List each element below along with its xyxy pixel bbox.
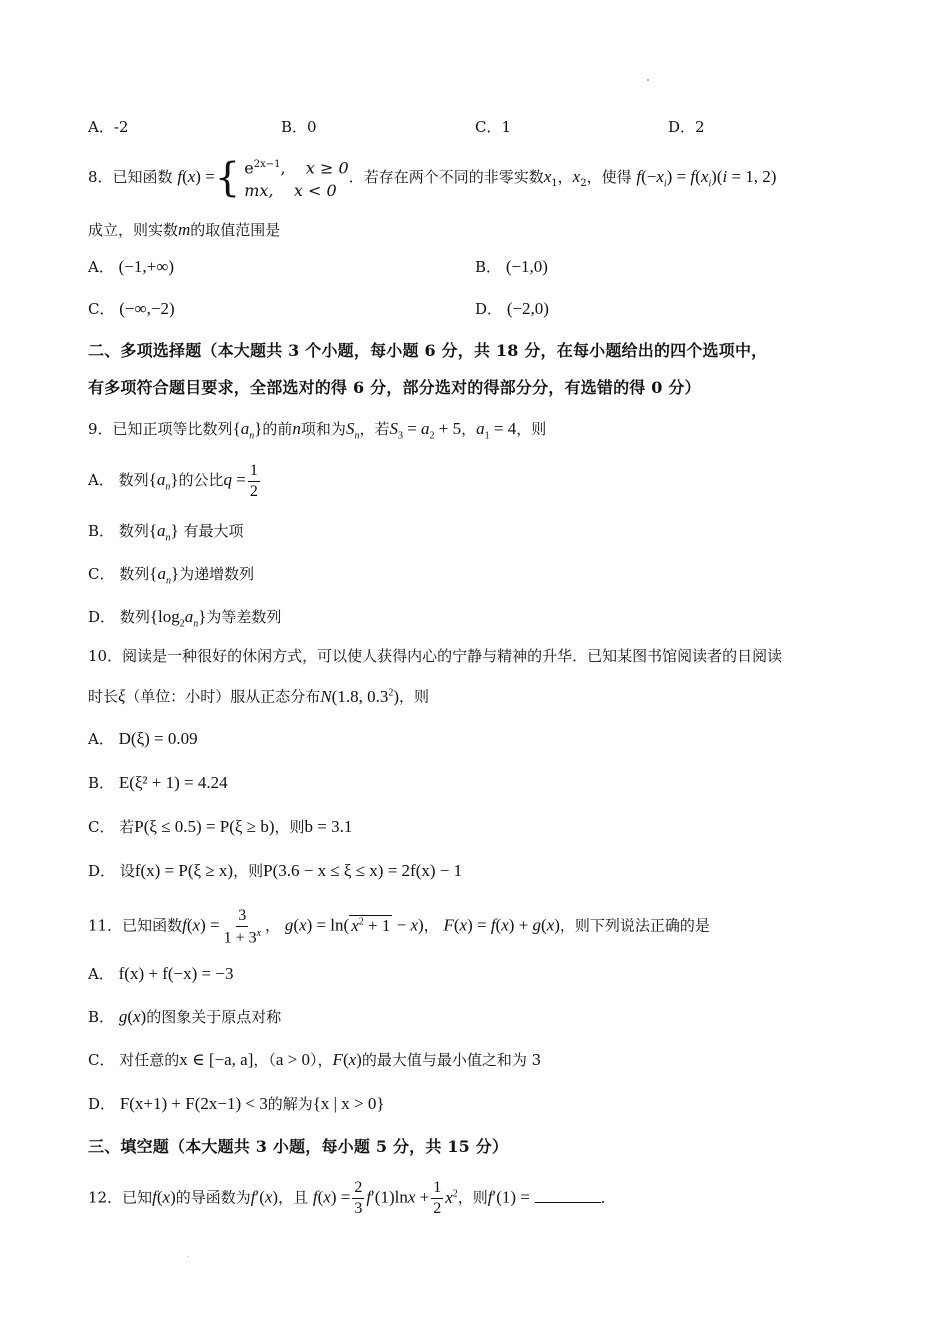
q8-mid: ．若存在两个不同的非零实数 — [348, 168, 544, 186]
q10-stem-line1: 10．阅读是一种很好的休闲方式，可以使人获得内心的宁静与精神的升华．已知某图书馆阅读者的日阅读 — [88, 647, 783, 665]
q11-fraction: $\frac{3}{1 + 3^x}$ — [223, 906, 262, 946]
q8-var-m: m — [178, 220, 191, 239]
q9-option-b: B． 数列$\{a_n\}$ 有最大项 — [88, 521, 244, 544]
q8-option-c: C． (−∞,−2) — [88, 299, 175, 318]
q8-line2: 成立，则实数 — [88, 221, 179, 239]
q9-option-d: D． 数列$\{\log_2a_n\}$为等差数列 — [88, 607, 282, 630]
q8-piece1-cond: x ≥ 0 — [305, 158, 349, 178]
q12-answer-blank[interactable] — [535, 1186, 601, 1203]
q8-piecewise: $e^{2x-1}$, x ≥ 0 mx, x < 0 — [244, 158, 349, 200]
q8-piece1-exp: 2x−1 — [253, 159, 281, 171]
scan-dot — [647, 79, 649, 81]
q10-option-b: B． E(ξ² + 1) = 4.24 — [88, 773, 228, 792]
q11-option-b: B． g(x)的图象关于原点对称 — [88, 1007, 282, 1026]
q8-mid2: ，使得 — [586, 168, 632, 186]
q10-option-d: D． 设f(x) = P(ξ ≥ x)，则P(3.6 − x ≤ ξ ≤ x) = 2f(x) − 1 — [88, 861, 463, 880]
q8-piece1: e — [244, 158, 254, 178]
section3-heading: 三、填空题（本大题共 3 小题，每小题 5 分，共 15 分） — [88, 1137, 509, 1156]
scan-dot-2 — [187, 1256, 188, 1257]
q10-stem-line2: 时长ξ（单位：小时）服从正态分布N(1.8, $0.3^2$)，则 — [88, 686, 430, 706]
q8-sep: ， — [557, 168, 573, 186]
q7-option-a: A．-2 — [88, 118, 129, 136]
q7-option-c: C．1 — [475, 118, 512, 136]
q11-option-d: D． F(x+1) + F(2x−1) < 3的解为{x | x > 0} — [88, 1094, 385, 1113]
q8-stem: 8．已知函数 f(x) ={ $e^{2x-1}$, x ≥ 0 mx, x < 0 ．若存在两个不同的非零实数$x_1$，$x_2$，使得 $f(-x_i) = f(x_i)(i = 1$, 2) — [88, 155, 777, 201]
q8-option-a: A． (−1,+∞) — [88, 257, 174, 276]
q8-number: 8． — [88, 168, 113, 186]
q8-piece2-cond: x < 0 — [293, 180, 337, 200]
q12-stem: 12．已知f(x)的导函数为f′(x)，且 f(x) = $\frac{2}{3}$ f′(1)lnx + $\frac{1}{2}$ $x^2$，则f′(1) = ． — [88, 1179, 616, 1218]
q10-option-a: A． D(ξ) = 0.09 — [88, 729, 198, 748]
q10-option-c: C． 若P(ξ ≤ 0.5) = P(ξ ≥ b)，则b = 3.1 — [88, 817, 353, 836]
q8-option-d: D． (−2,0) — [475, 299, 549, 318]
q8-stem-line2 — [88, 219, 280, 241]
q9-option-c: C． 数列$\{a_n\}$为递增数列 — [88, 564, 255, 587]
q11-option-a: A． f(x) + f(−x) = −3 — [88, 964, 234, 983]
q11-option-c: C． 对任意的x ∈ [−a, a]，（a > 0），F(x)的最大值与最小值之和为 3 — [88, 1050, 542, 1069]
q11-stem: 11．已知函数f(x) = $\frac{3}{1 + 3^x}$ ， g(x) = ln( $x^2 + 1 - x$)， F(x) = f(x) + g(x)，则下列说法正确的是 — [88, 906, 710, 946]
q8-lead: 已知函数 — [112, 168, 173, 186]
q9-stem: 9．已知正项等比数列$\{a_n\}$的前n项和为$S_n$，若$S_3 = a_2 + 5$，$a_1 = 4$，则 — [88, 419, 547, 442]
q7-option-d: D．2 — [668, 118, 705, 136]
q8-option-b: B． (−1,0) — [475, 257, 548, 276]
q9-ratio-fraction: $\frac{1}{2}$ — [249, 461, 258, 500]
q8-line2-end: 的取值范围是 — [190, 221, 281, 239]
section2-heading-line1: 二、多项选择题（本大题共 3 个小题，每小题 6 分，共 18 分，在每小题给出的四个选项中， — [88, 341, 768, 360]
section2-heading-line2: 有多项符合题目要求，全部选对的得 6 分，部分选对的得部分分，有选错的得 0 分） — [88, 378, 701, 397]
q9-option-a: A． 数列$\{a_n\}$的公比q = $\frac{1}{2}$ — [88, 461, 258, 500]
q8-piece2: mx, — [244, 180, 274, 200]
q7-option-b: B．0 — [281, 118, 317, 136]
